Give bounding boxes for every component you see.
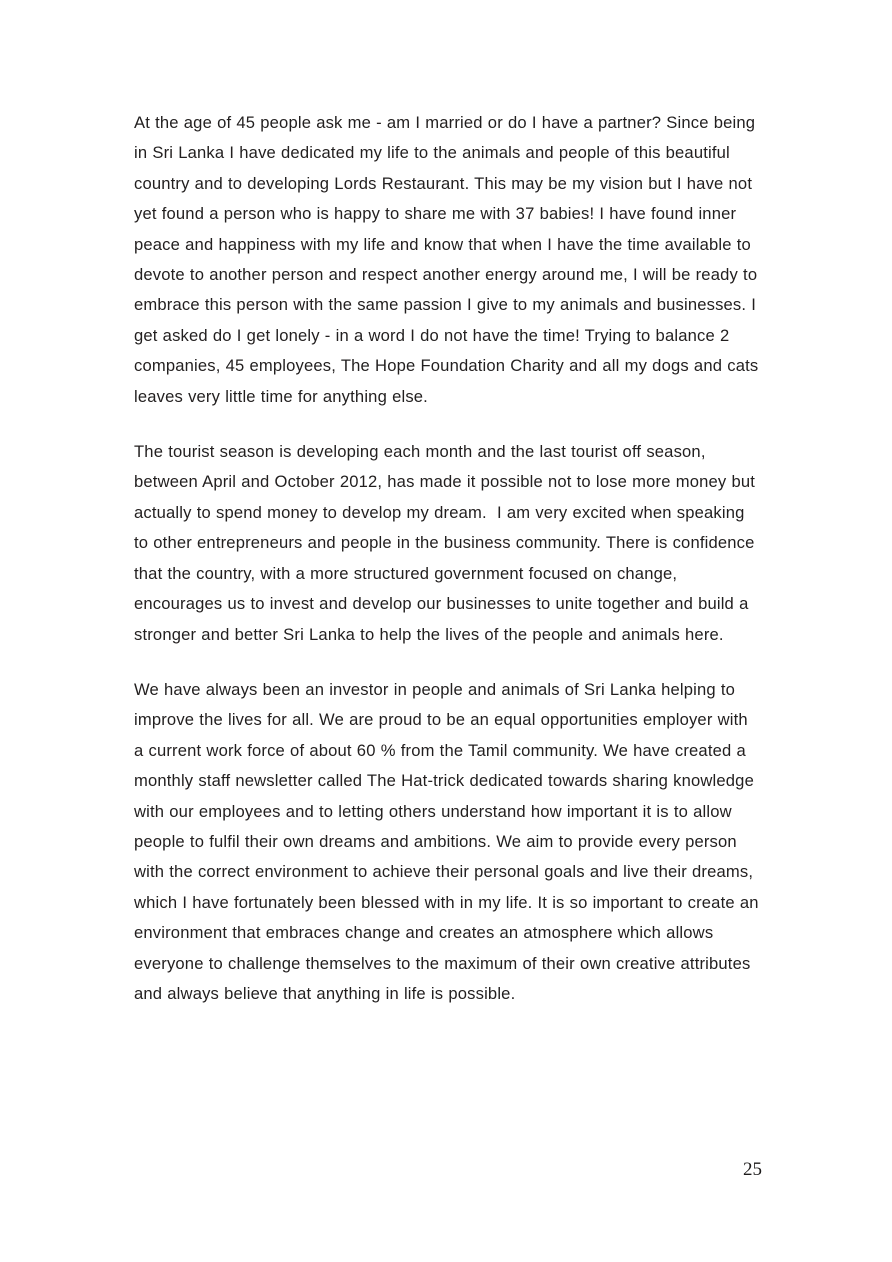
body-paragraph-3: We have always been an investor in people and animals of Sri Lanka helping to improve the lives for all. We are proud to be an equal opportunities employer with a current work force of about 60 % from the Tamil community. We have created a monthly staff newsletter called The Hat-trick dedicated towards sharing knowledge with our employees and to letting others understand how important it is to allow people to fulfil their own dreams and ambitions. We aim to provide every person with the correct environment to achieve their personal goals and live their dreams, which I have fortunately been blessed with in my life. It is so important to create an environment that embraces change and creates an atmosphere which allows everyone to challenge themselves to the maximum of their own creative attributes and always believe that anything in life is possible. (134, 679, 764, 1003)
body-paragraph-1: At the age of 45 people ask me - am I married or do I have a partner? Since being in Sri Lanka I have dedicated my life to the animals and people of this beautiful country and to developing Lords Restaurant. This may be my vision but I have not yet found a person who is happy to share me with 37 babies! I have found inner peace and happiness with my life and know that when I have the time available to devote to another person and respect another energy around me, I will be ready to embrace this person with the same passion I give to my animals and businesses. I get asked do I get lonely - in a word I do not have the time! Trying to balance 2 companies, 45 employees, The Hope Foundation Charity and all my dogs and cats leaves very little time for anything else. (134, 113, 764, 406)
body-text-column (134, 108, 762, 1009)
body-paragraph-2: The tourist season is developing each month and the last tourist off season, between April and October 2012, has made it possible not to lose more money but actually to spend money to develop my dream. I am very excited when speaking to other entrepreneurs and people in the business community. There is confidence that the country, with a more structured government focused on change, encourages us to invest and develop our businesses to unite together and build a stronger and better Sri Lanka to help the lives of the people and animals here. (134, 442, 761, 644)
page-number: 25 (743, 1159, 762, 1180)
